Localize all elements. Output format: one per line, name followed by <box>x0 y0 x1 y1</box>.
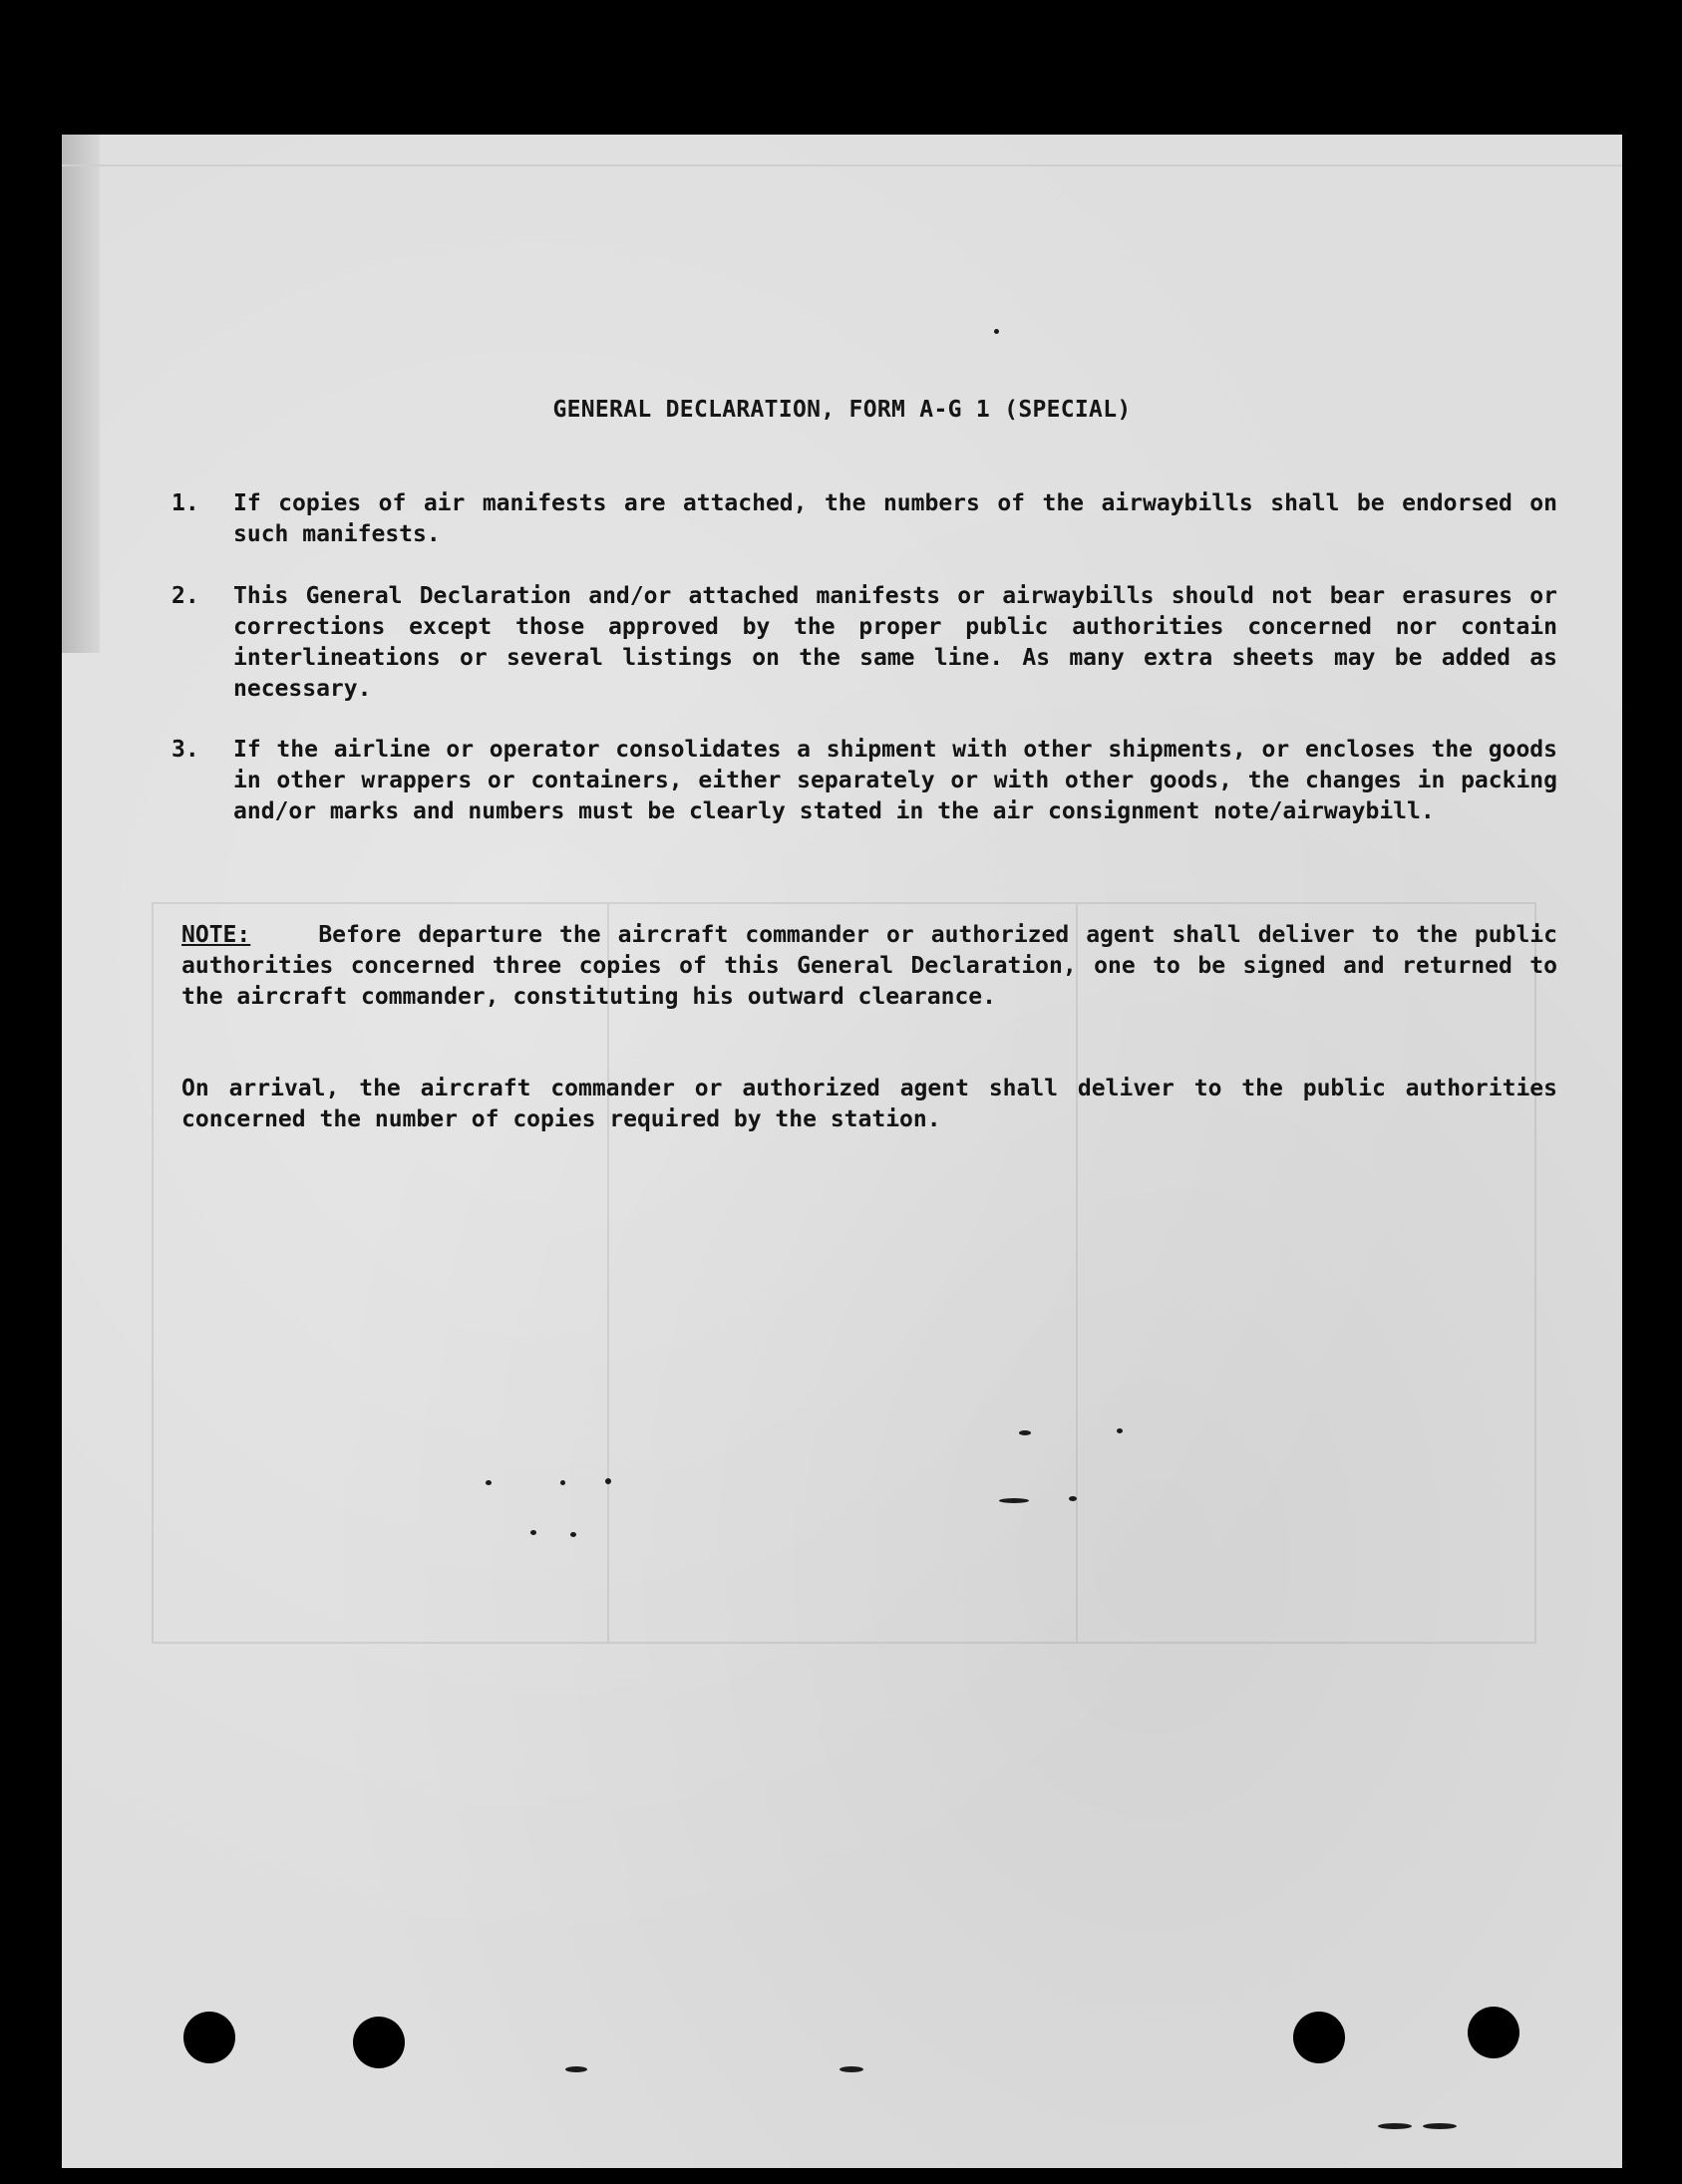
item-number: 3. <box>171 737 199 763</box>
page-fold-shadow <box>62 135 100 653</box>
punch-hole <box>183 2012 235 2063</box>
ink-speck <box>560 1480 565 1485</box>
note-label: NOTE: <box>181 922 251 948</box>
item-text: This General Declaration and/or attached manifests or airwaybills should not bear erasures or corrections except those approved by the proper public authorities concerned nor contain interlineations or several listings on the same line. As many extra sheets may be added as necessary. <box>233 583 1557 702</box>
bleed-through-form-outline <box>152 902 1536 1644</box>
item-number: 1. <box>171 490 199 516</box>
ink-speck <box>530 1530 536 1535</box>
page-crease <box>62 164 1622 166</box>
ink-speck <box>1423 2123 1457 2129</box>
document-title: GENERAL DECLARATION, FORM A-G 1 (SPECIAL) <box>552 397 1132 423</box>
ink-speck <box>605 1478 611 1484</box>
bleed-through-divider <box>1076 904 1078 1642</box>
document-page <box>62 135 1622 2168</box>
ink-speck <box>1117 1428 1123 1433</box>
departure-note <box>181 920 1557 1013</box>
ink-speck <box>565 2066 587 2072</box>
item-text: If the airline or operator consolidates a shipment with other shipments, or encloses the goods in other wrappers or containers, either separately or with other goods, the changes in packing and/or marks and numbers must be clearly stated in the air consignment note/airwaybill. <box>233 737 1557 824</box>
ink-speck <box>994 329 999 334</box>
arrival-text: On arrival, the aircraft commander or authorized agent shall deliver to the public authorities concerned the number of copies required by the station. <box>181 1076 1557 1132</box>
punch-hole <box>1293 2012 1345 2063</box>
punch-hole <box>1468 2007 1519 2058</box>
ink-speck <box>1069 1496 1077 1501</box>
ink-speck <box>1378 2123 1412 2129</box>
ink-speck <box>840 2066 863 2072</box>
note-text: Before departure the aircraft commander or authorized agent shall deliver to the public authorities concerned three copies of this General Declaration, one to be signed and returned to the aircraft commander, constituting his outward clearance. <box>181 922 1557 1010</box>
punch-hole <box>353 2017 405 2068</box>
ink-speck <box>486 1480 492 1485</box>
ink-speck <box>999 1498 1029 1503</box>
item-number: 2. <box>171 583 199 609</box>
ink-speck <box>1019 1430 1031 1435</box>
item-text: If copies of air manifests are attached, the numbers of the airwaybills shall be endorsed on such manifests. <box>233 490 1557 547</box>
ink-speck <box>570 1532 576 1537</box>
bleed-through-divider <box>607 904 609 1642</box>
arrival-note <box>181 1074 1557 1135</box>
